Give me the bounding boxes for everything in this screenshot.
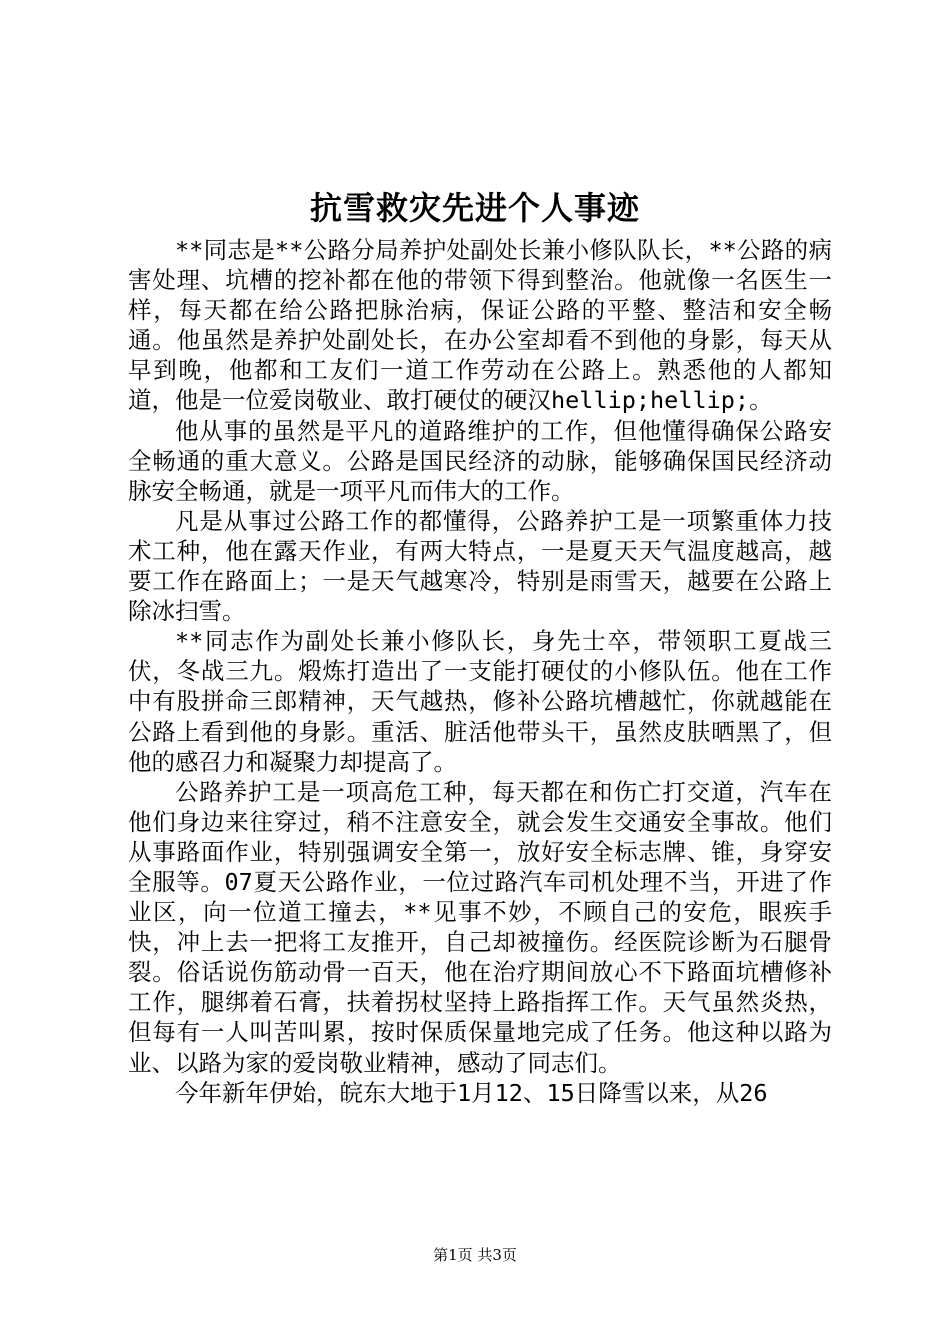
document-title: 抗雪救灾先进个人事迹 bbox=[309, 189, 640, 227]
paragraph: 今年新年伊始，皖东大地于1月12、15日降雪以来，从26 bbox=[175, 1078, 768, 1107]
paragraph: 公路养护工是一项高危工种，每天都在和伤亡打交道，汽车在他们身边来往穿过，稍不注意安全，就会发生交通安全事故。他们从事路面作业，特别强调安全第一，放好安全标志牌、锥，身穿安全服等。07夏天公路作业，一位过路汽车司机处理不当，开进了作业区，向一位道工撞去，**见事不妙，不顾自己的安危，眼疾手快，冲上去一把将工友推开，自己却被撞伤。经医院诊断为石腿骨裂。俗话说伤筋动骨一百天，他在治疗期间放心不下路面坑槽修补工作，腿绑着石膏，扶着拐杖坚持上路指挥工作。天气虽然炎热，但每有一人叫苦叫累，按时保质保量地完成了任务。他这种以路为业、以路为家的爱岗敬业精神，感动了同志们。 bbox=[128, 777, 832, 1077]
paragraph: **同志是**公路分局养护处副处长兼小修队队长，**公路的病害处理、坑槽的挖补都在他的带领下得到整治。他就像一名医生一样，每天都在给公路把脉治病，保证公路的平整、整洁和安全畅通。他虽然是养护处副处长，在办公室却看不到他的身影，每天从早到晚，他都和工友们一道工作劳动在公路上。熟悉他的人都知道，他是一位爱岗敬业、敢打硬仗的硬汉hellip;hellip;。 bbox=[128, 236, 832, 415]
page-footer: 第1页 共3页 bbox=[433, 1246, 517, 1264]
document-body bbox=[128, 235, 832, 1108]
paragraph: 他从事的虽然是平凡的道路维护的工作，但他懂得确保公路安全畅通的重大意义。公路是国民经济的动脉，能够确保国民经济动脉安全畅通，就是一项平凡而伟大的工作。 bbox=[128, 416, 832, 505]
paragraph: 凡是从事过公路工作的都懂得，公路养护工是一项繁重体力技术工种，他在露天作业，有两大特点，一是夏天天气温度越高，越要工作在路面上；一是天气越寒冷，特别是雨雪天，越要在公路上除冰扫雪。 bbox=[128, 506, 832, 626]
paragraph: **同志作为副处长兼小修队长，身先士卒，带领职工夏战三伏，冬战三九。煅炼打造出了一支能打硬仗的小修队伍。他在工作中有股拼命三郎精神，天气越热，修补公路坑槽越忙，你就越能在公路上看到他的身影。重活、脏活他带头干，虽然皮肤晒黑了，但他的感召力和凝聚力却提高了。 bbox=[128, 627, 832, 776]
